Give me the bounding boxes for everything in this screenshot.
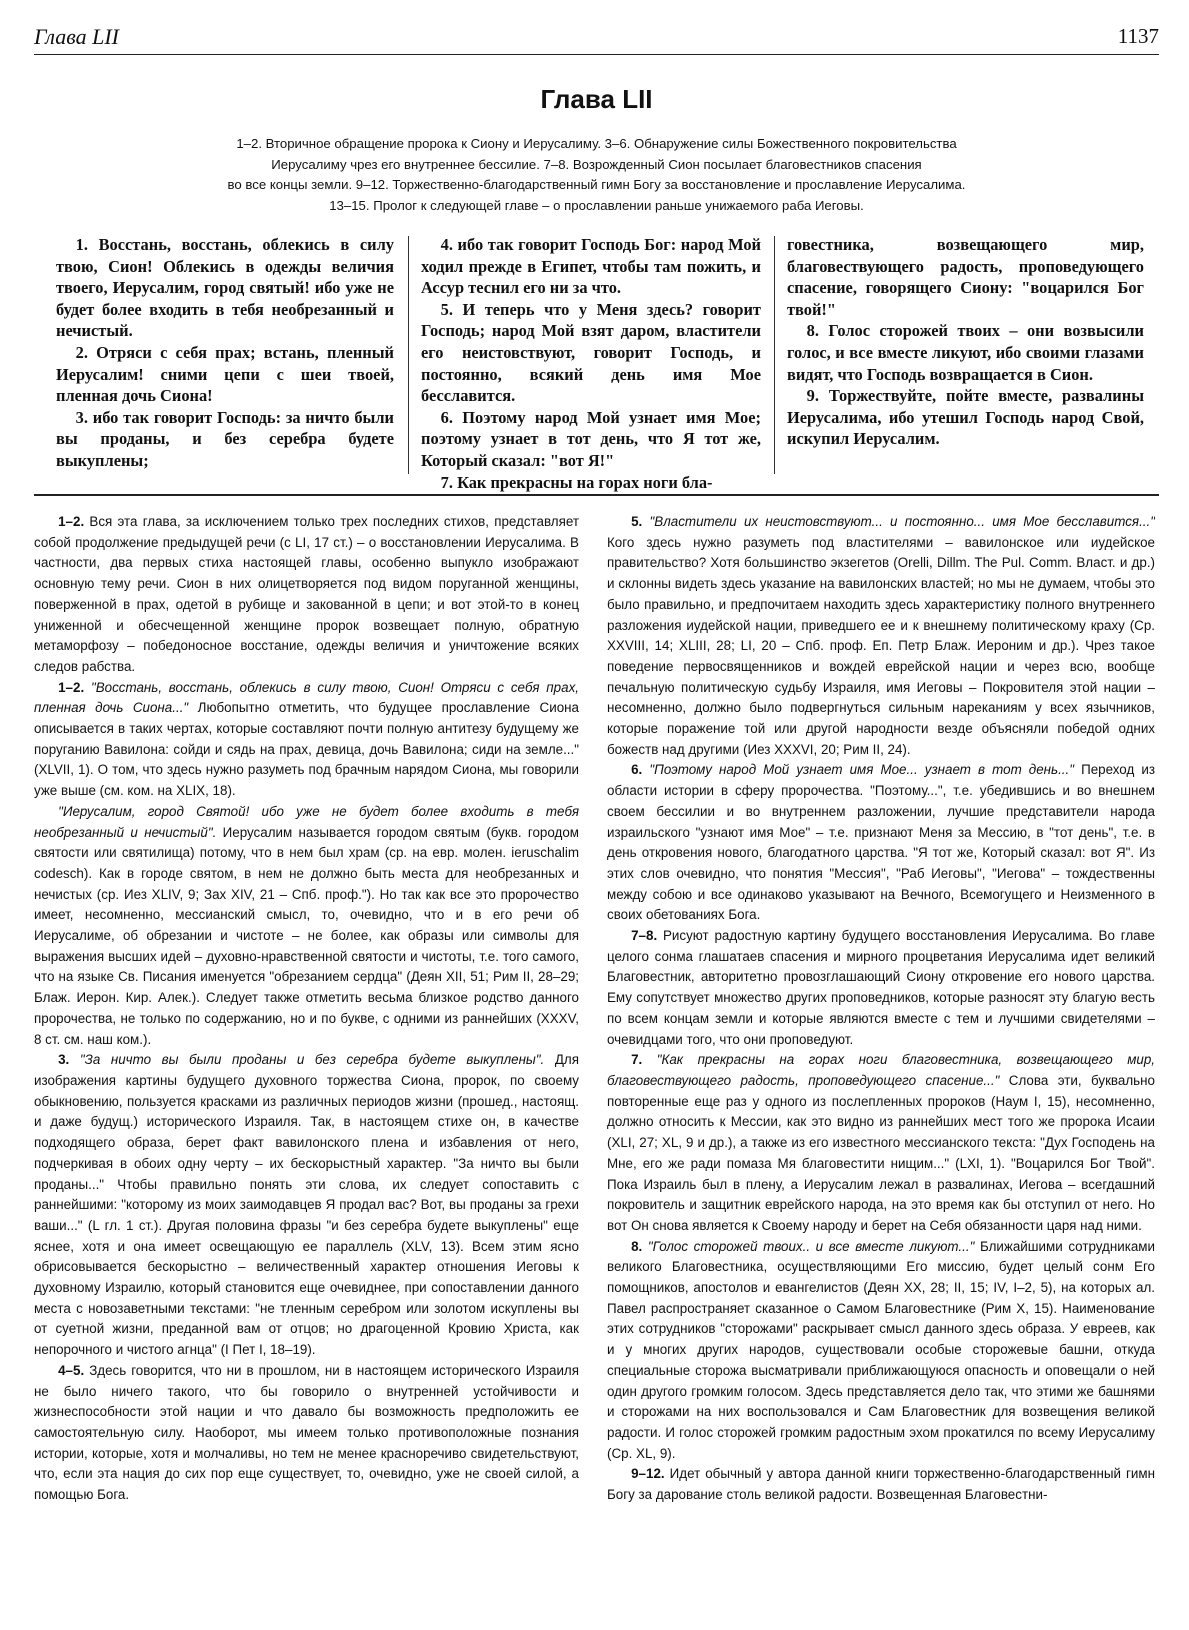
commentary-quote: "Иерусалим, город Святой! ибо уже не будет более входить в тебя необрезанный и нечистый". [34, 803, 579, 840]
verse-column-3 [787, 234, 1144, 474]
running-header [34, 22, 1159, 55]
chapter-title: Глава LII [540, 84, 653, 114]
summary-line: 1–2. Вторичное обращение пророка к Сиону и Иерусалиму. 3–6. Обнаружение силы Божественного покровительства [236, 136, 957, 151]
verse-ref: 8. [631, 1238, 643, 1254]
verse-ref: 6. [631, 762, 643, 778]
scripture-text [56, 234, 1153, 492]
commentary-paragraph [34, 1050, 579, 1361]
commentary-text: Идет обычный у автора данной книги торжественно-благодарственный гимн Богу за дарование столь великой радости. Возвещенная Благовестни- [607, 1466, 1155, 1503]
commentary-text: Переход из области истории в сферу пророчества. "Поэтому...", т.е. убедившись и во внешнем своем бессилии и во внутреннем разложении, лучшие представители народа израильского "узнают имя Мое" – т.е. признают Меня за Мессию, в "тот день", т.е. в день откровения нового, благодатного царства. "Я тот же, Который сказал: вот Я". Из этих слов очевидно, что понятия "Мессия", "Раб Иеговы", "Иегова" – тождественны между собою и все одинаково указывают на Вечного, Всемогущего и Неизменного в своих обетованиях Бога. [607, 762, 1155, 923]
commentary-text: Здесь говорится, что ни в прошлом, ни в настоящем исторического Израиля не было ничего такого, что бы говорило о внутренней устойчивости и жизнеспособности этой нации и что давало бы возможность предположить ее самостоятельную силу. Наоборот, мы имеем только противоположные познания истории, которые, хотя и молчаливы, но тем не менее красноречиво свидетельствуют, что, если эта нация до сих пор еще существует, то, очевидно, уже не своей силой, а помощью Бога. [34, 1362, 579, 1503]
verse: 7. Как прекрасны на горах ноги бла- [440, 472, 713, 492]
summary-line: Иерусалиму чрез его внутреннее бессилие. 7–8. Возрожденный Сион посылает благовестников спасения [271, 156, 922, 172]
verse-ref: 1–2. [58, 514, 85, 529]
verse-ref: 3. [58, 1052, 70, 1068]
commentary-text: Слова эти, буквально повторенные еще раз у одного из послепленных пророков (Наум I, 15), несомненно, должно относить к Мессии, как это видно из раннейших мест того же пророка Исаии (XLI, 27; XL, 9 и др.), а также из его известного мессианского текста: "Дух Господень на Мне, его же ради помаза Мя благовестити нищим..." (LXI, 1). "Воцарился Бог Твой". Пока Израиль был в плену, а Иерусалим лежал в развалинах, Иегова – всегдашний покровитель и защитник еврейского народа, на это время как бы отступил от него. Но вот Он снова является к Своему народу и берет на Себя обязанности царя над ними. [607, 1072, 1155, 1233]
verse: 8. Голос сторожей твоих – они возвысили голос, и все вместе ликуют, ибо своими глазами видят, что Господь возвращается в Сион. [787, 321, 1144, 384]
commentary-quote: "Поэтому народ Мой узнает имя Мое... узнает в тот день..." [649, 762, 1074, 778]
commentary-column-left [34, 512, 579, 1622]
running-head-chapter: Глава LII [34, 24, 119, 49]
commentary-column-right [607, 512, 1155, 1622]
commentary-text: Иерусалим называется городом святым (букв. городом святости или святилища) потому, что в нем был храм (ср. на евр. молен. ieruschalim codesch). Как в городе святом, в нем не должно быть места для необрезанных и нечистых (ср. Иез XLIV, 9; Зах XIV, 21 – Спб. проф."). Но так как все это пророчество имеет, несомненно, мессианский смысл, то, очевидно, что и в его речи об Иерусалиме, об обрезании и чистоте – не более, как образы или символы для выражения высших идей – духовно-нравственной святости и чистоты, т.е. того самого, что на языке Св. Писания именуется "обрезанием сердца" (Деян XII, 51; Рим II, 28–29; Блаж. Иерон. Кир. Алек.). Следует также отметить весьма близкое родство данного пророчества, не только по содержанию, но и по букве, с одними из раннейших (XXXV, 8 ст. см. наш ком.). [34, 824, 579, 1047]
book-page [34, 0, 1159, 1630]
verse: 4. ибо так говорит Господь Бог: народ Мой ходил прежде в Египет, чтобы там пожить, и Ассур теснил его ни за что. [421, 235, 761, 298]
summary-line: 13–15. Пролог к следующей главе – о прославлении раньше унижаемого раба Иеговы. [329, 197, 864, 213]
commentary-paragraph [607, 760, 1155, 926]
column-divider [774, 236, 775, 474]
commentary-quote: "Восстань, восстань, облекись в силу твою, Сион! Отряси с себя прах, пленная дочь Сиона..." [34, 679, 579, 716]
commentary-paragraph [34, 802, 579, 1050]
summary-line: во все концы земли. 9–12. Торжественно-благодарственный гимн Богу за восстановление и прославление Иерусалима. [227, 177, 966, 193]
verse-column-2 [421, 234, 761, 492]
verse: 6. Поэтому народ Мой узнает имя Мое; поэтому узнает в тот день, что Я тот же, Который сказал: "вот Я!" [421, 407, 761, 470]
column-divider [408, 236, 409, 474]
verse-ref: 1–2. [58, 679, 85, 695]
commentary-paragraph [607, 926, 1155, 1050]
verse: 5. И теперь что у Меня здесь? говорит Господь; народ Мой взят даром, властители его неистовствуют, говорит Господь, и постоянно, всякий день имя Мое бесславится. [421, 299, 761, 406]
verse-continuation: говестника, возвещающего мир, благовествующего радость, проповедующего спасение, говорящего Сиону: "воцарился Бог твой!" [787, 235, 1144, 319]
commentary-text: Ближайшими сотрудниками великого Благовестника, осуществляющими Его миссию, будет целый сонм Его помощников, апостолов и евангелистов (Деян XX, 28; II, 15; IV, I–2, 5), на которых ал. Павел распространяет сказанное о Самом Благовестнике (Рим X, 15). Наименование этих сотрудников "сторожами" раскрывает смысл данного здесь образа. У евреев, как и у многих других народов, существовали особые сторожевые башни, откуда специальные сторожа высматривали приближающуюся опасность и оповещали о ней один другого громким голосом. Здесь представляется дело так, что этими же башнями и сторожами на них воспользовался и Сам Благовестник для возвещения великой радости. И голос сторожей громким радостным эхом прокатился по всему Иерусалиму (Ср. XL, 9). [607, 1238, 1155, 1461]
commentary-paragraph [607, 1464, 1155, 1505]
verse: 2. Отряси с себя прах; встань, пленный Иерусалим! сними цепи с шеи твоей, пленная дочь Сиона! [56, 342, 394, 406]
page-number: 1137 [1117, 24, 1159, 48]
verse-ref: 5. [631, 514, 643, 529]
commentary-text: Вся эта глава, за исключением только трех последних стихов, представляет собой продолжение предыдущей речи (с LI, 17 ст.) – о восстановлении Иерусалима. В частности, два первых стиха настоящей главы, особенно выпукло изображают основную тему речи. Сион в них олицетворяется под видом поруганной женщины, поверженной в прах, одетой в рубище и закованной в цепи; и вот этой-то в конец униженной и обесчещенной женщине пророк возвещает полную, обратную метаморфозу – победоносное восстание, одежды величия и уничтожение всяких следов рабства. [34, 514, 579, 674]
commentary-paragraph [34, 512, 579, 678]
commentary-text: Для изображения картины будущего духовного торжества Сиона, пророк, по своему обыкновению, пользуется красками из различных периодов жизни (прошед., настоящ. и даже будущ.) исторического Израиля. Так, в настоящем стихе он, в качестве подходящего образа, берет факт вавилонского плена и избавления от него, подчеркивая в обоих одну черту – их бескорыстный характер. "За ничто вы были проданы..." Чтобы правильно понять эти слова, их следует сопоставить с раннейшими: "которому из моих заимодавцев Я продал вас? Вот, вы проданы за грехи ваши..." (L гл. 1 ст.). Другая половина фразы "и без серебра будете выкуплены" еще яснее, хотя и она имеет освещающую ее параллель (XLV, 13). Всем этим ясно обрисовывается бескорыстно – величественный характер отношения Иеговы к духовному Израилю, который становится еще очевиднее, при сопоставлении данного места с новозаветными текстами: "не тленным серебром или золотом искуплены вы от суетной жизни, преданной вам от отцов; но драгоценной Кровию Христа, как непорочного и чистого агнца" (I Пет I, 18–19). [34, 1052, 579, 1358]
commentary-quote: "За ничто вы были проданы и без серебра будете выкуплены". [79, 1052, 545, 1068]
commentary-text: Рисуют радостную картину будущего восстановления Иерусалима. Во главе целого сонма глашатаев спасения и мирного процветания Иерусалима идет великий Благовестник, авторитетно провозглашающий Сиону откровение его нового царства. Ему сопутствует множество других проповедников, которые разносят эту благую весть по всем концам земли и которые являются вместе с тем и лучшими свидетелями – очевидцами того, что они проповедуют. [607, 928, 1155, 1047]
commentary-paragraph [607, 1237, 1155, 1465]
section-divider [34, 494, 1159, 496]
commentary-paragraph [607, 512, 1155, 760]
commentary-paragraph [34, 1361, 579, 1506]
verse-ref: 4–5. [58, 1362, 85, 1378]
commentary-text: Кого здесь нужно разуметь под властителями – вавилонское или иудейское правительство? Хотя большинство экзегетов (Orelli, Dillm. The Pul. Comm. Власт. и др.) и склонны видеть здесь указание на вавилонских властей; но мы не думаем, чтобы это было правильно, и предпочитаем находить здесь характеристику полного внутреннего разложения иудейской нации, приведшего ее и к внешнему политическому краху (Ср. XXVIII, 14; XLIII, 28; LI, 20 – Спб. проф. Еп. Петр Блаж. Иероним и др.). Чрез такое поведение первосвященников и вождей еврейской нации и через всю, вообще печальную политическую судьбу Израиля, имя Иеговы – Покровителя этой нации – несомненно, должно было подвергнуться сильным нареканиям у всех язычников, которые поражение той или другой народности везде объясняли победой одних божеств над другими (Иез XXXVI, 20; Рим II, 24). [607, 534, 1155, 757]
commentary-quote: "Властители их неистовствуют... и постоянно... имя Мое бесславится..." [649, 514, 1155, 529]
commentary-quote: "Как прекрасны на горах ноги благовестника, возвещающего мир, благовествующего радость, проповедующего спасение..." [607, 1052, 1155, 1088]
verse-ref: 7. [631, 1052, 643, 1068]
verse: 3. ибо так говорит Господь: за ничто были вы проданы, и без серебра будете выкуплены; [56, 407, 394, 470]
commentary-text: Любопытно отметить, что будущее прославление Сиона описывается в таких чертах, которые составляют почти полную антитезу будущему же поруганию Вавилона: сойди и сядь на прах, девица, дочь Вавилона; сиди на земле..." (XLVII, 1). О том, что здесь нужно разуметь под брачным нарядом Сиона, мы говорили уже выше (см. ком. на XLIX, 18). [34, 700, 579, 799]
verse: 9. Торжествуйте, пойте вместе, развалины Иерусалима, ибо утешил Господь народ Свой, искупил Иерусалим. [787, 386, 1144, 449]
verse-column-1 [56, 234, 394, 474]
commentary-paragraph [607, 1050, 1155, 1236]
verse: 1. Восстань, восстань, облекись в силу твою, Сион! Облекись в одежды величия твоего, Иерусалим, город святый! ибо уже не будет более входить в тебя необрезанный и нечистый. [56, 235, 394, 341]
commentary-quote: "Голос сторожей твоих.. и все вместе ликуют..." [647, 1238, 975, 1254]
verse-ref: 9–12. [631, 1466, 665, 1482]
verse-ref: 7–8. [631, 928, 658, 944]
commentary-paragraph [34, 678, 579, 802]
chapter-summary [184, 134, 1009, 216]
